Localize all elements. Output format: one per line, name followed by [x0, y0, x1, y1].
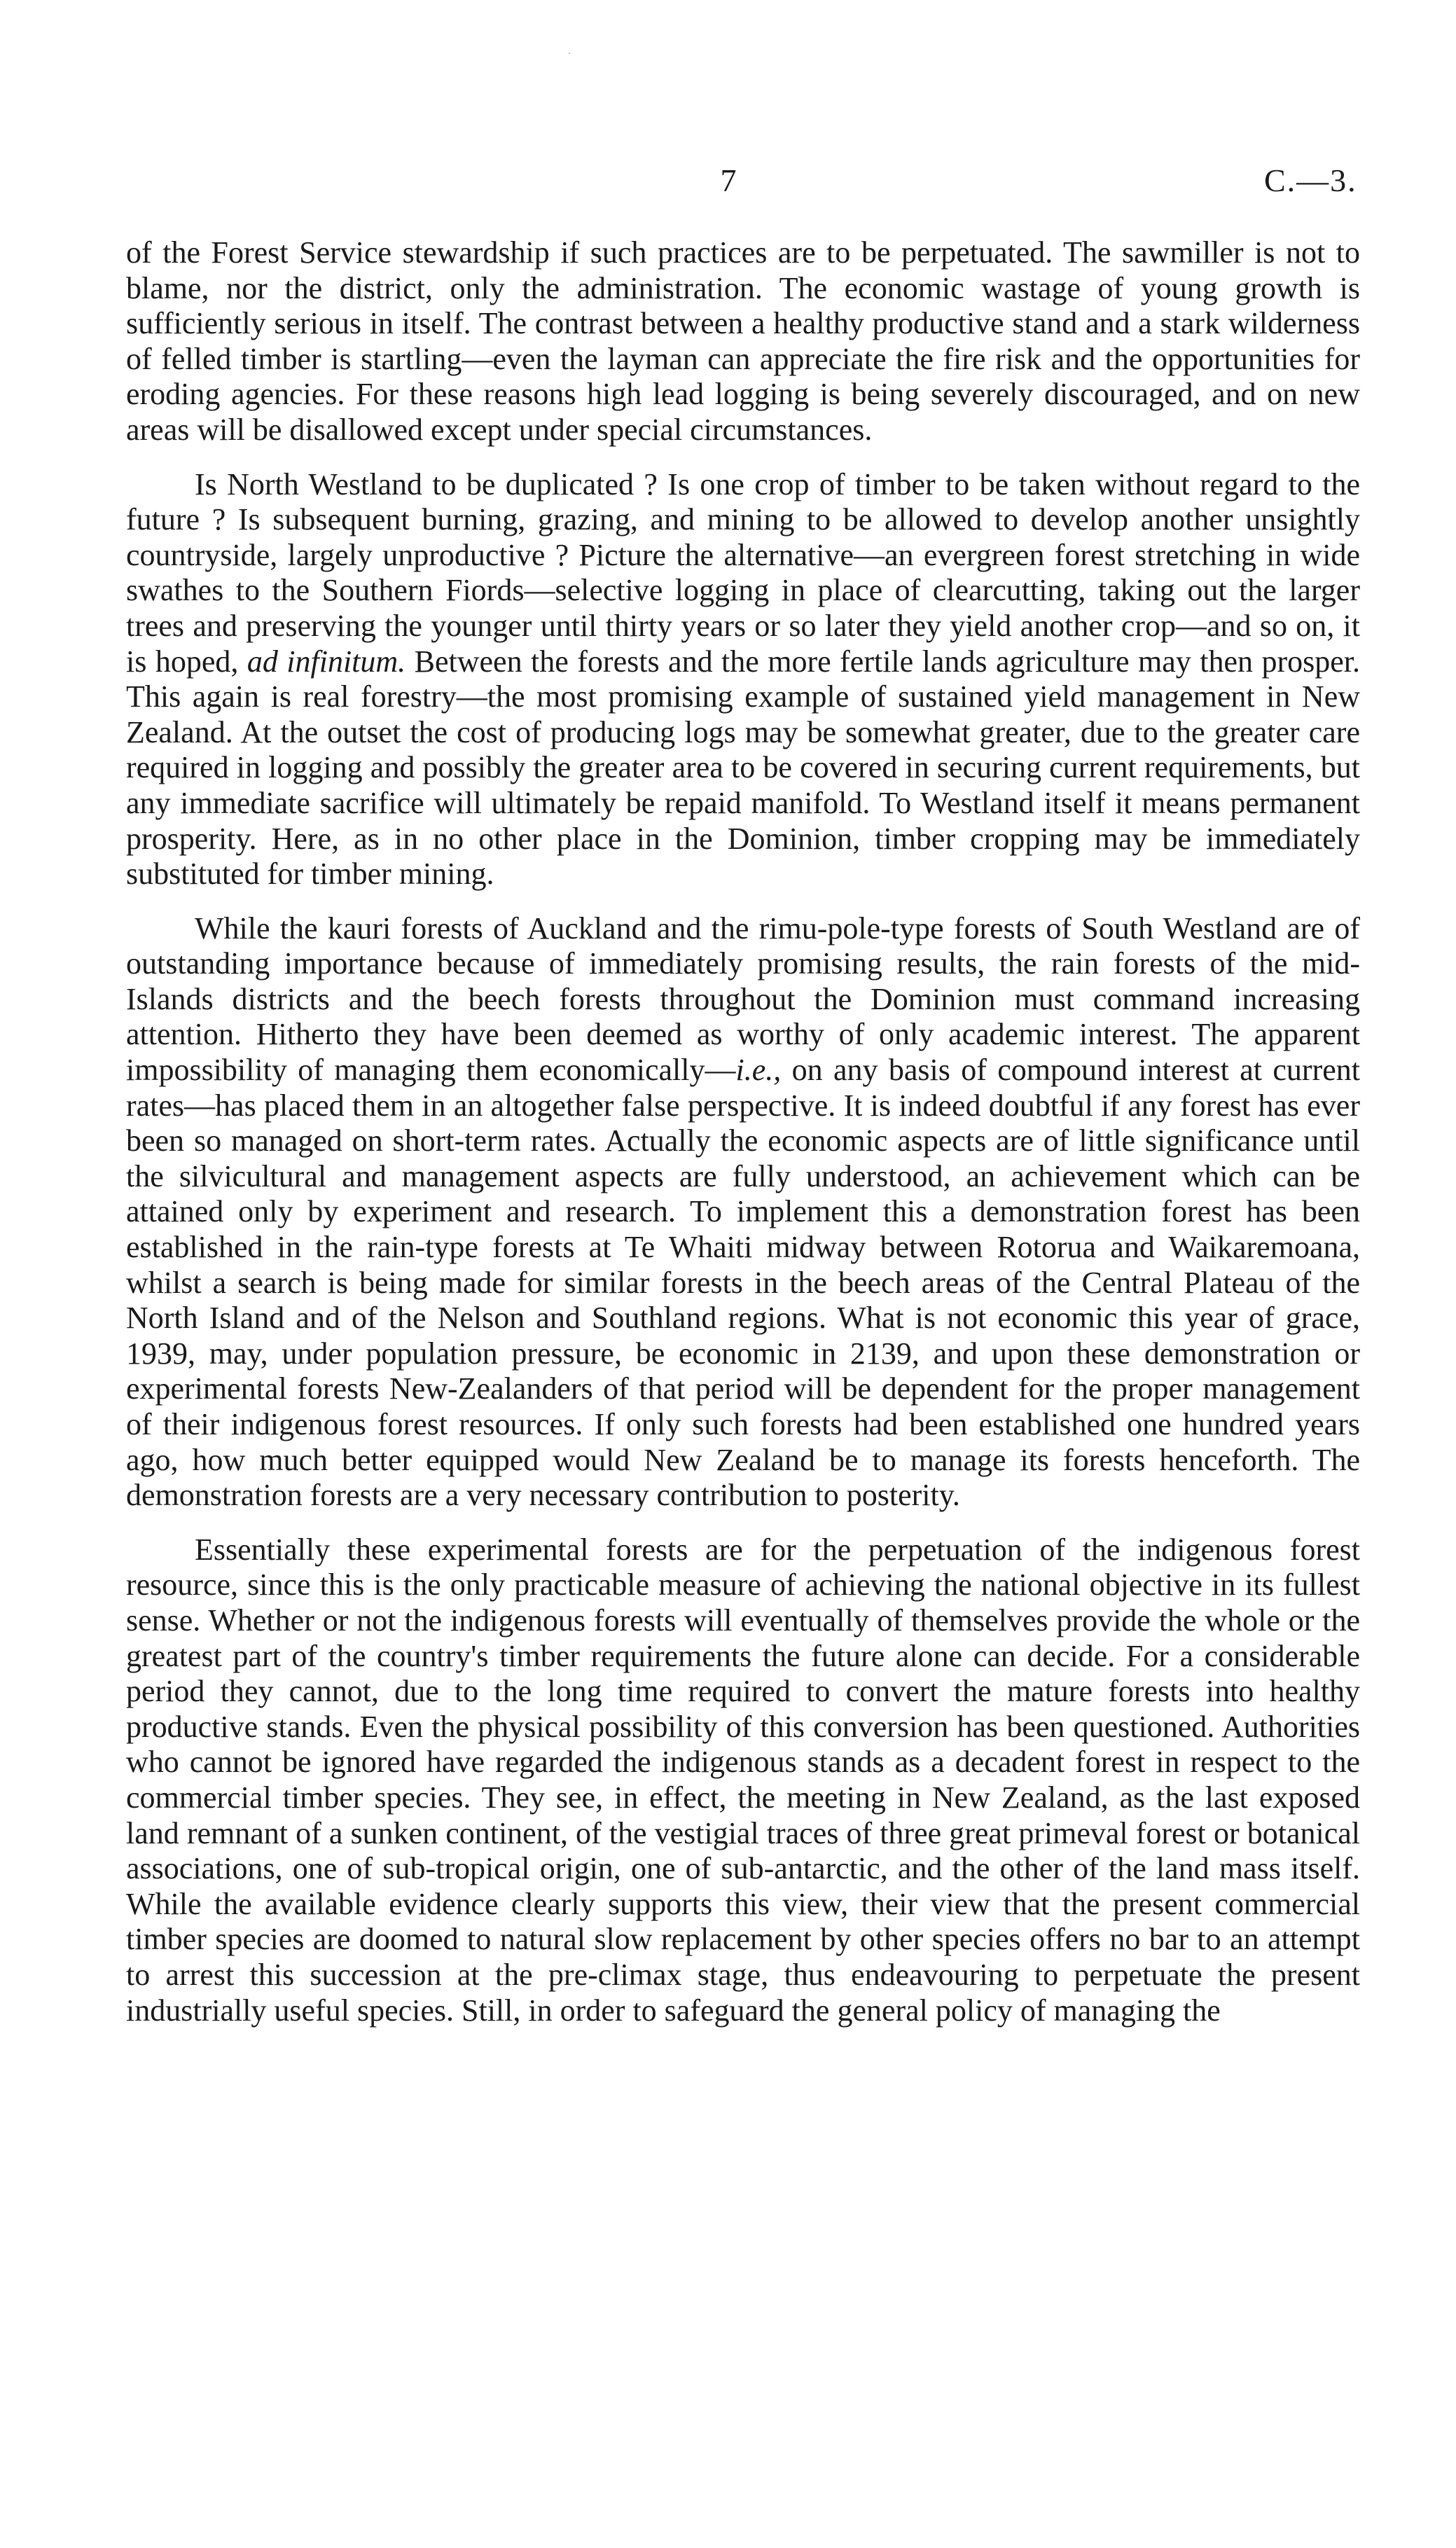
page-number: 7 [720, 162, 737, 198]
paragraph-2-text-b: Between the forests and the more fertile lands agriculture may then prosper. This again is real forestry—the most promising example of sustained yield management in New Zealand. At the outset the cost of producing logs may be somewhat greater, due to the greater care required in logging and possibly the greater area to be covered in securing current requirements, but any immediate sacrifice will ultimately be repaid manifold. To Westland itself it means permanent prosperity. Here, as in no other place in the Dominion, timber cropping may be immediately substituted for timber mining. [126, 644, 1360, 892]
paragraph-2 [126, 467, 1360, 892]
body-text [126, 235, 1360, 2047]
paragraph-1: of the Forest Service stewardship if such practices are to be perpetuated. The sawmiller is not to blame, nor the district, only the administration. The economic wastage of young growth is sufficiently serious in itself. The contrast between a healthy productive stand and a stark wilderness of felled timber is startling—even the layman can appreciate the fire risk and the opportunities for eroding agencies. For these reasons high lead logging is being severely discouraged, and on new areas will be disallowed except under special circumstances. [126, 235, 1360, 447]
paragraph-2-italic: ad infinitum. [247, 644, 406, 679]
paragraph-3 [126, 911, 1360, 1514]
paragraph-3-italic: i.e., [735, 1053, 782, 1088]
paragraph-3-text-b: on any basis of compound interest at current rates—has placed them in an altogether false perspective. It is indeed doubtful if any forest has ever been so managed on short-term rates. Actually the economic aspects are of little significance until the silvicultural and management aspects are fully understood, an achievement which can be attained only by experiment and research. To implement this a demonstration forest has been established in the rain-type forests at Te Whaiti midway between Rotorua and Waikaremoana, whilst a search is being made for similar forests in the beech areas of the Central Plateau of the North Island and of the Nelson and Southland regions. What is not economic this year of grace, 1939, may, under population pressure, be economic in 2139, and upon these demonstration or experimental forests New-Zealanders of that period will be dependent for the proper management of their indigenous forest resources. If only such forests had been established one hundred years ago, how much better equipped would New Zealand be to manage its forests henceforth. The demonstration forests are a very necessary contribution to posterity. [126, 1053, 1360, 1513]
document-reference: C.—3. [1264, 162, 1357, 198]
scan-speck [569, 53, 570, 54]
page-header [0, 160, 1456, 202]
paragraph-3-text-a: While the kauri forests of Auckland and the rimu-pole-type forests of South Westland are of outstanding importance because of immediately promising results, the rain forests of the mid-Islands districts and the beech forests throughout the Dominion must command increasing attention. Hitherto they have been deemed as worthy of only academic interest. The apparent impossibility of managing them economically— [126, 911, 1360, 1088]
paragraph-4: Essentially these experimental forests are for the perpetuation of the indigenous forest resource, since this is the only practicable measure of achieving the national objective in its fullest sense. Whether or not the indigenous forests will eventually of themselves provide the whole or the greatest part of the country's timber requirements the future alone can decide. For a considerable period they cannot, due to the long time required to convert the mature forests into healthy productive stands. Even the physical possibility of this conversion has been questioned. Authorities who cannot be ignored have regarded the indigenous stands as a decadent forest in respect to the commercial timber species. They see, in effect, the meeting in New Zealand, as the last exposed land remnant of a sunken continent, of the vestigial traces of three great primeval forest or botanical associations, one of sub-tropical origin, one of sub-antarctic, and the other of the land mass itself. While the available evidence clearly supports this view, their view that the present commercial timber species are doomed to natural slow replacement by other species offers no bar to an attempt to arrest this succession at the pre-climax stage, thus endeavouring to perpetuate the present industrially useful species. Still, in order to safeguard the general policy of managing the [126, 1532, 1360, 2028]
paragraph-2-text-a: Is North Westland to be duplicated ? Is one crop of timber to be taken without regard to the future ? Is subsequent burning, grazing, and mining to be allowed to develop another unsightly countryside, largely unproductive ? Picture the alternative—an evergreen forest stretching in wide swathes to the Southern Fiords—selective logging in place of clearcutting, taking out the larger trees and preserving the younger until thirty years or so later they yield another crop—and so on, it is hoped, [126, 466, 1360, 679]
